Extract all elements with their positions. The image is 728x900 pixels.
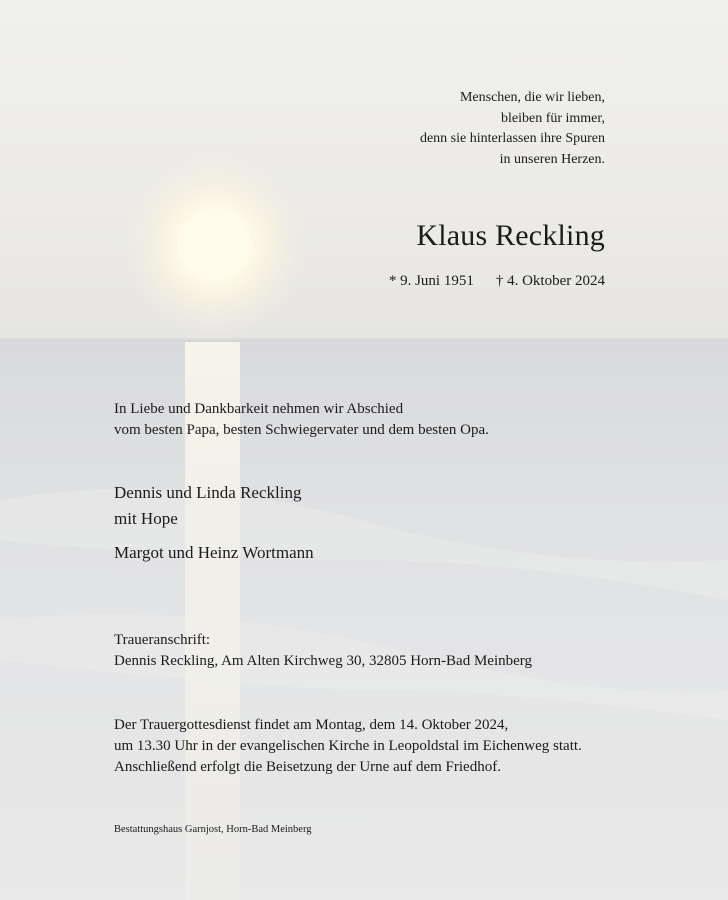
service-line: Anschließend erfolgt die Beisetzung der Urne auf dem Friedhof. <box>114 759 501 775</box>
service-details <box>114 715 582 778</box>
life-dates <box>389 271 605 291</box>
mourner-line: Dennis und Linda Reckling <box>114 483 302 502</box>
address-label: Traueranschrift: <box>114 632 211 648</box>
mourner-line: Margot und Heinz Wortmann <box>114 543 314 562</box>
address-value: Dennis Reckling, Am Alten Kirchweg 30, 32805 Horn-Bad Meinberg <box>114 653 532 669</box>
farewell-text <box>114 399 489 441</box>
funeral-home-credit: Bestattungshaus Garnjost, Horn-Bad Meinberg <box>114 824 312 835</box>
farewell-line: In Liebe und Dankbarkeit nehmen wir Abschied <box>114 401 404 417</box>
poem-line: bleiben für immer, <box>500 110 605 126</box>
mourners-list <box>114 480 314 566</box>
service-line: um 13.30 Uhr in der evangelischen Kirche in Leopoldstal im Eichenweg statt. <box>114 738 582 754</box>
deceased-name: Klaus Reckling <box>416 219 605 252</box>
poem-line: in unseren Herzen. <box>499 151 605 167</box>
service-line: Der Trauergottesdienst findet am Montag, dem 14. Oktober 2024, <box>114 717 509 733</box>
death-date: † 4. Oktober 2024 <box>495 273 605 289</box>
poem-verse <box>245 88 605 170</box>
birth-date: * 9. Juni 1951 <box>388 273 474 289</box>
mourning-address <box>114 630 532 672</box>
poem-line: Menschen, die wir lieben, <box>459 90 605 105</box>
poem-line: denn sie hinterlassen ihre Spuren <box>419 131 605 146</box>
farewell-line: vom besten Papa, besten Schwiegervater und dem besten Opa. <box>114 422 489 438</box>
mourner-line: mit Hope <box>114 509 178 528</box>
